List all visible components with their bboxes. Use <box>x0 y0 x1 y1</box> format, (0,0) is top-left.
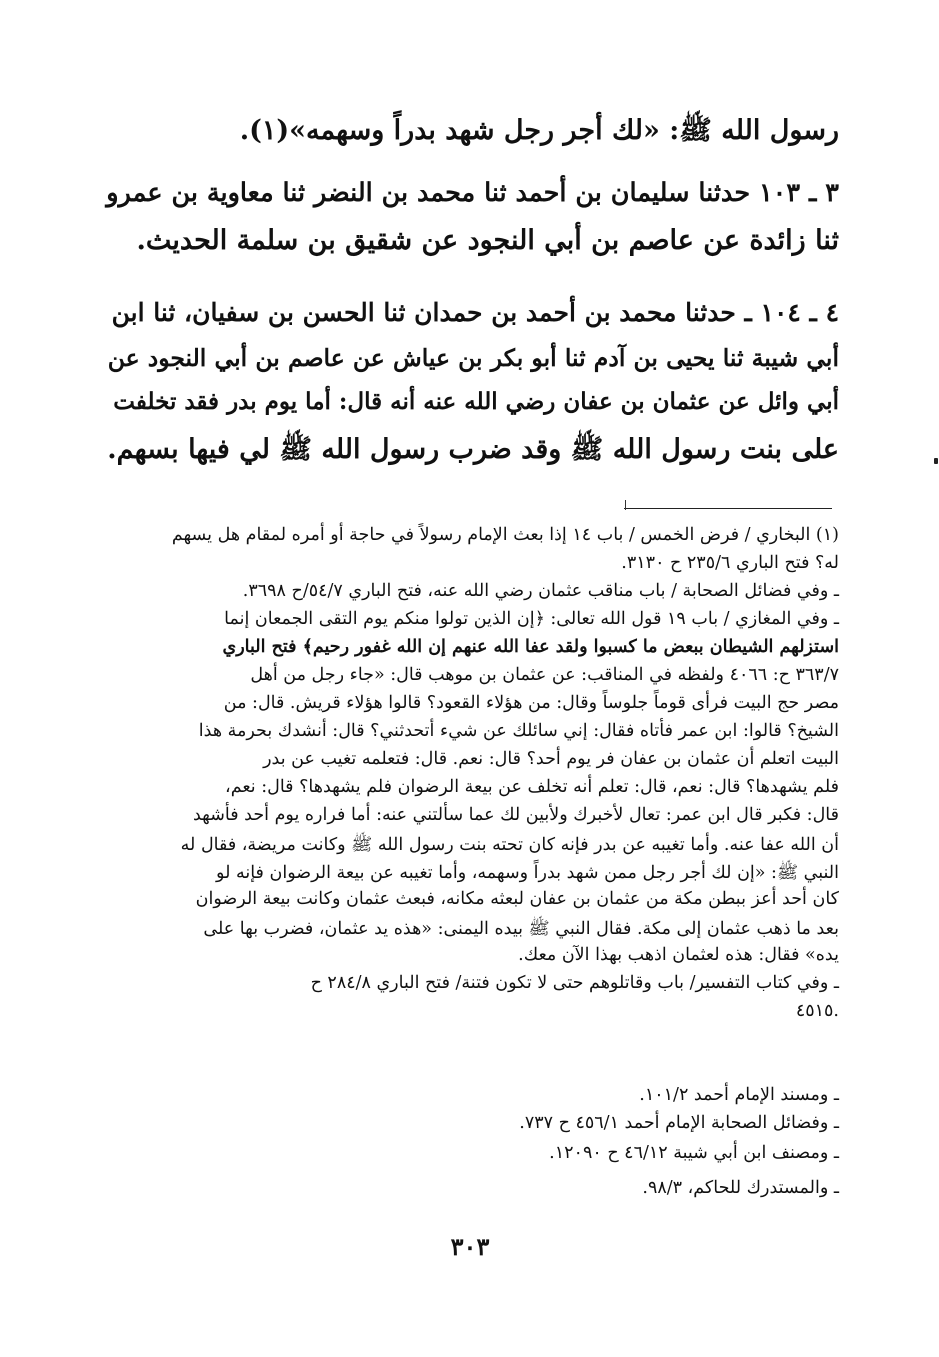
footnote-line-13: النبي ﷺ: «إن لك أجر رجل ممن شهد بدراً وسهمه، وأما تغيبه عن بيعة الرضوان فإنه لو <box>216 863 839 883</box>
main-line-4: ٤ ـ ١٠٤ ـ حدثنا محمد بن أحمد بن حمدان ثنا الحسن بن سفيان، ثنا ابن <box>111 298 839 327</box>
footnote-line-5: استزلهم الشيطان ببعض ما كسبوا ولقد عفا الله عنهم إن الله غفور رحيم﴾ فتح الباري <box>222 637 839 657</box>
footnote-line-6: ٣٦٣/٧ ح: ٤٠٦٦ ولفظه في المناقب: عن عثمان بن موهب قال: «جاء رجل من أهل <box>250 665 839 685</box>
page-number: ٣٠٣ <box>450 1232 490 1261</box>
main-line-7: على بنت رسول الله ﷺ وقد ضرب رسول الله ﷺ لي فيها بسهم. <box>107 434 839 465</box>
footnote-line-8: الشيخ؟ قالوا: ابن عمر فأتاه فقال: إني سائلك عن شيء أتحدثني؟ قال: أنشدك بحرمة هذا <box>198 721 839 741</box>
separator-tick <box>625 500 626 510</box>
main-line-1: رسول الله ﷺ: «لك أجر رجل شهد بدراً وسهمه»(١). <box>239 115 839 146</box>
main-line-3: ثنا زائدة عن عاصم بن أبي النجود عن شقيق بن سلمة الحديث. <box>136 225 839 256</box>
footnote-line-19: ـ ومسند الإمام أحمد ١٠١/٢. <box>639 1085 839 1105</box>
main-line-2: ٣ ـ ١٠٣ حدثنا سليمان بن أحمد ثنا محمد بن النضر ثنا معاوية بن عمرو <box>106 178 839 208</box>
footnote-line-16: يده» فقال: هذه لعثمان اذهب بهذا الآن معك. <box>518 945 839 965</box>
main-line-5: أبي شيبة ثنا يحيى بن آدم ثنا أبو بكر بن عياش عن عاصم بن أبي النجود عن <box>107 344 839 372</box>
footnote-line-12: أن الله عفا عنه. وأما تغيبه عن بدر فإنه كان تحته بنت رسول الله ﷺ وكانت مريضة، فقال له <box>180 835 839 855</box>
footnote-line-17: ـ وفي كتاب التفسير/ باب وقاتلوهم حتى لا تكون فتنة/ فتح الباري ٢٨٤/٨ ح <box>310 973 839 993</box>
footnote-line-18: ٤٥١٥. <box>795 1001 839 1021</box>
footnote-line-1: (١) البخاري / فرض الخمس / باب ١٤ إذا بعث الإمام رسولاً في حاجة أو أمره لمقام هل يسهم <box>171 525 839 545</box>
footnote-line-20: ـ وفضائل الصحابة الإمام أحمد ٤٥٦/١ ح ٧٣٧. <box>519 1113 839 1133</box>
footnote-line-22: ـ والمستدرك للحاكم، ٩٨/٣. <box>642 1178 839 1198</box>
footnote-line-14: كان أحد أعز ببطن مكة من عثمان بن عفان لبعثه مكانه، فبعث عثمان وكانت بيعة الرضوان <box>195 889 839 909</box>
footnote-line-2: له؟ فتح الباري ٢٣٥/٦ ح ٣١٣٠. <box>621 553 839 573</box>
footnote-line-7: مصر حج البيت فرأى قوماً جلوساً وقال: من هؤلاء القعود؟ قالوا هؤلاء قريش. قال: من <box>223 693 839 713</box>
footnote-line-21: ـ ومصنف ابن أبي شيبة ٤٦/١٢ ح ١٢٠٩٠. <box>549 1143 839 1163</box>
footnote-line-10: فلم يشهدها؟ قال: نعم، قال: تعلم أنه تخلف عن بيعة الرضوان فلم يشهدها؟ قال: نعم، <box>225 777 839 797</box>
footnote-line-3: ـ وفي فضائل الصحابة / باب مناقب عثمان رضي الله عنه، فتح الباري ٥٤/٧/ح ٣٦٩٨. <box>242 581 839 601</box>
footnote-line-11: قال: فكبر قال ابن عمر: تعال لأخبرك ولأبين لك عما سألتني عنه: أما فراره يوم أحد فأشهد <box>192 805 839 825</box>
footnote-line-4: ـ وفي المغازي / باب ١٩ قول الله تعالى: ﴿إن الذين تولوا منكم يوم التقى الجمعان إنما <box>224 609 839 629</box>
footnote-line-15: بعد ما ذهب عثمان إلى مكة. فقال النبي ﷺ بيده اليمنى: «هذه يد عثمان، فضرب بها على <box>203 919 839 939</box>
scan-speck <box>934 458 938 464</box>
main-line-6: أبي وائل عن عثمان بن عفان رضي الله عنه أنه قال: أما يوم بدر فقد تخلفت <box>113 388 839 415</box>
footnote-separator <box>624 508 832 509</box>
footnote-line-9: البيت اتعلم أن عثمان بن عفان فر يوم أحد؟ قال: نعم. قال: فتعلمه تغيب عن بدر <box>263 749 839 769</box>
